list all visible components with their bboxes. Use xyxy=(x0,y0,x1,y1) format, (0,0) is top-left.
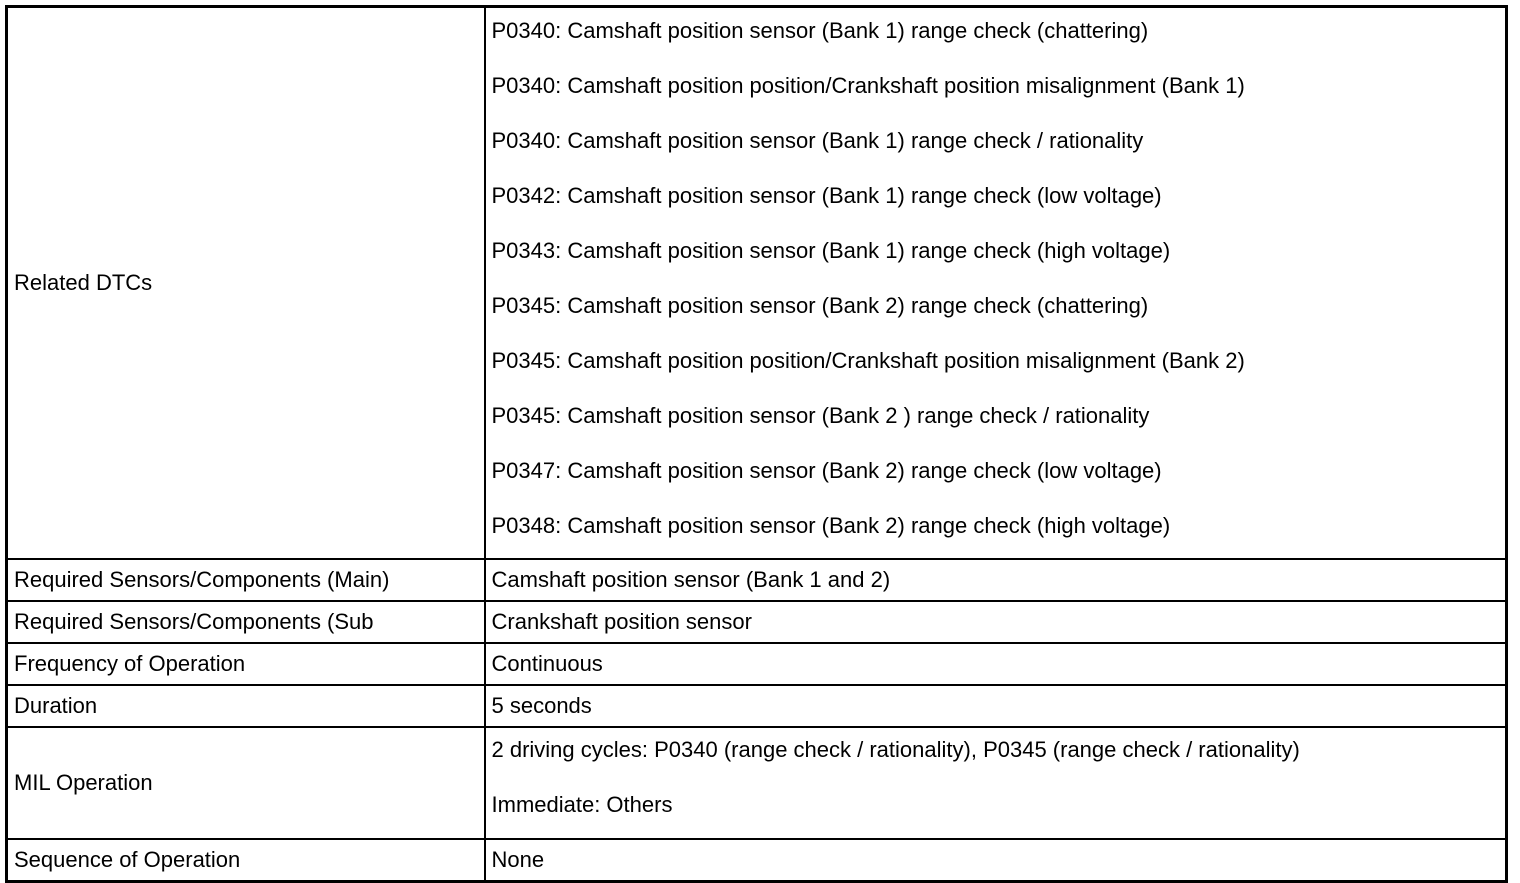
row-label: MIL Operation xyxy=(7,727,485,839)
table-row-duration xyxy=(7,685,1507,727)
table-row-sub-components xyxy=(7,601,1507,643)
dtc-item: P0345: Camshaft position sensor (Bank 2) range check (chattering) xyxy=(491,293,1149,318)
dtc-item: P0340: Camshaft position sensor (Bank 1) range check / rationality xyxy=(491,128,1144,153)
table-row-related-dtcs xyxy=(7,7,1507,560)
dtc-item: P0343: Camshaft position sensor (Bank 1) range check (high voltage) xyxy=(491,238,1171,263)
dtc-item: P0345: Camshaft position sensor (Bank 2 ) range check / rationality xyxy=(491,403,1150,428)
monitor-spec-table xyxy=(5,5,1508,883)
dtc-item: P0348: Camshaft position sensor (Bank 2) range check (high voltage) xyxy=(491,513,1171,538)
row-label: Sequence of Operation xyxy=(7,839,485,882)
mil-item: Immediate: Others xyxy=(491,792,673,817)
row-label: Related DTCs xyxy=(7,7,485,560)
row-label: Required Sensors/Components (Sub xyxy=(7,601,485,643)
dtc-list xyxy=(485,7,1507,560)
table-row-mil-operation xyxy=(7,727,1507,839)
mil-item: 2 driving cycles: P0340 (range check / rationality), P0345 (range check / rationality) xyxy=(491,737,1300,762)
row-label: Required Sensors/Components (Main) xyxy=(7,559,485,601)
dtc-item: P0340: Camshaft position sensor (Bank 1) range check (chattering) xyxy=(491,18,1149,43)
dtc-item: P0345: Camshaft position position/Crankshaft position misalignment (Bank 2) xyxy=(491,348,1245,373)
row-value: None xyxy=(485,839,1507,882)
mil-operation-value xyxy=(485,727,1507,839)
dtc-item: P0340: Camshaft position position/Crankshaft position misalignment (Bank 1) xyxy=(491,73,1245,98)
dtc-item: P0342: Camshaft position sensor (Bank 1) range check (low voltage) xyxy=(491,183,1162,208)
row-value: Continuous xyxy=(485,643,1507,685)
table-row-sequence xyxy=(7,839,1507,882)
table-row-main-components xyxy=(7,559,1507,601)
dtc-item: P0347: Camshaft position sensor (Bank 2) range check (low voltage) xyxy=(491,458,1162,483)
table-row-frequency xyxy=(7,643,1507,685)
row-value: Camshaft position sensor (Bank 1 and 2) xyxy=(485,559,1507,601)
row-label: Duration xyxy=(7,685,485,727)
row-value: Crankshaft position sensor xyxy=(485,601,1507,643)
row-label: Frequency of Operation xyxy=(7,643,485,685)
row-value: 5 seconds xyxy=(485,685,1507,727)
